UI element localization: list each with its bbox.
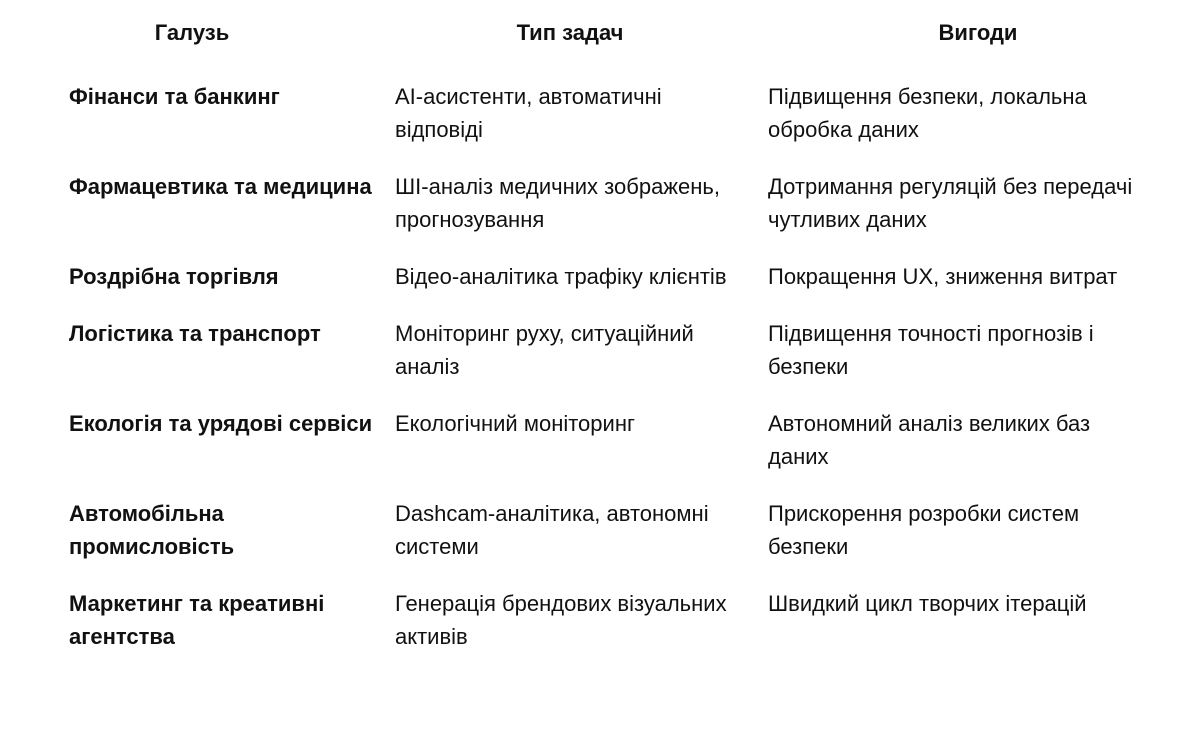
cell-industry: Фармацевтика та медицина (69, 174, 372, 199)
cell-task: Dashcam-аналітика, автономні системи (395, 501, 709, 559)
cell-industry: Роздрібна торгівля (69, 264, 279, 289)
table-row (0, 68, 1200, 160)
cell-benefit: Прискорення розробки систем безпеки (768, 501, 1080, 559)
cell-industry: Фінанси та банкинг (69, 84, 280, 109)
cell-benefit: Підвищення точності прогнозів і безпеки (768, 321, 1094, 379)
header-benefits: Вигоди (938, 20, 1018, 45)
cell-industry: Автомобільна промисловість (69, 501, 235, 559)
table-row (0, 397, 1200, 487)
cell-benefit: Автономний аналіз великих баз даних (768, 411, 1091, 469)
cell-industry: Маркетинг та креативні агентства (69, 591, 325, 649)
table-header (0, 0, 1200, 68)
cell-task: Генерація брендових візуальних активів (395, 591, 727, 649)
cell-task: AI-асистенти, автоматичні відповіді (395, 84, 662, 142)
header-industry: Галузь (154, 20, 230, 45)
cell-task: ШІ-аналіз медичних зображень, прогнозування (395, 174, 720, 232)
cell-task: Відео-аналітика трафіку клієнтів (395, 264, 727, 289)
header-task-type: Тип задач (516, 20, 624, 45)
cell-industry: Екологія та урядові сервіси (69, 411, 373, 436)
table-row (0, 160, 1200, 250)
table-row (0, 577, 1200, 667)
cell-benefit: Підвищення безпеки, локальна обробка даних (768, 84, 1087, 142)
cell-task: Екологічний моніторинг (395, 411, 635, 436)
cell-benefit: Покращення UX, зниження витрат (768, 264, 1118, 289)
table-row (0, 307, 1200, 397)
table-body (0, 68, 1200, 667)
cell-benefit: Швидкий цикл творчих ітерацій (768, 591, 1087, 616)
cell-task: Моніторинг руху, ситуаційний аналіз (395, 321, 694, 379)
cell-benefit: Дотримання регуляцій без передачі чутливих даних (768, 174, 1133, 232)
table-row (0, 250, 1200, 307)
cell-industry: Логістика та транспорт (69, 321, 321, 346)
table-row (0, 487, 1200, 577)
header-row (0, 0, 1200, 68)
